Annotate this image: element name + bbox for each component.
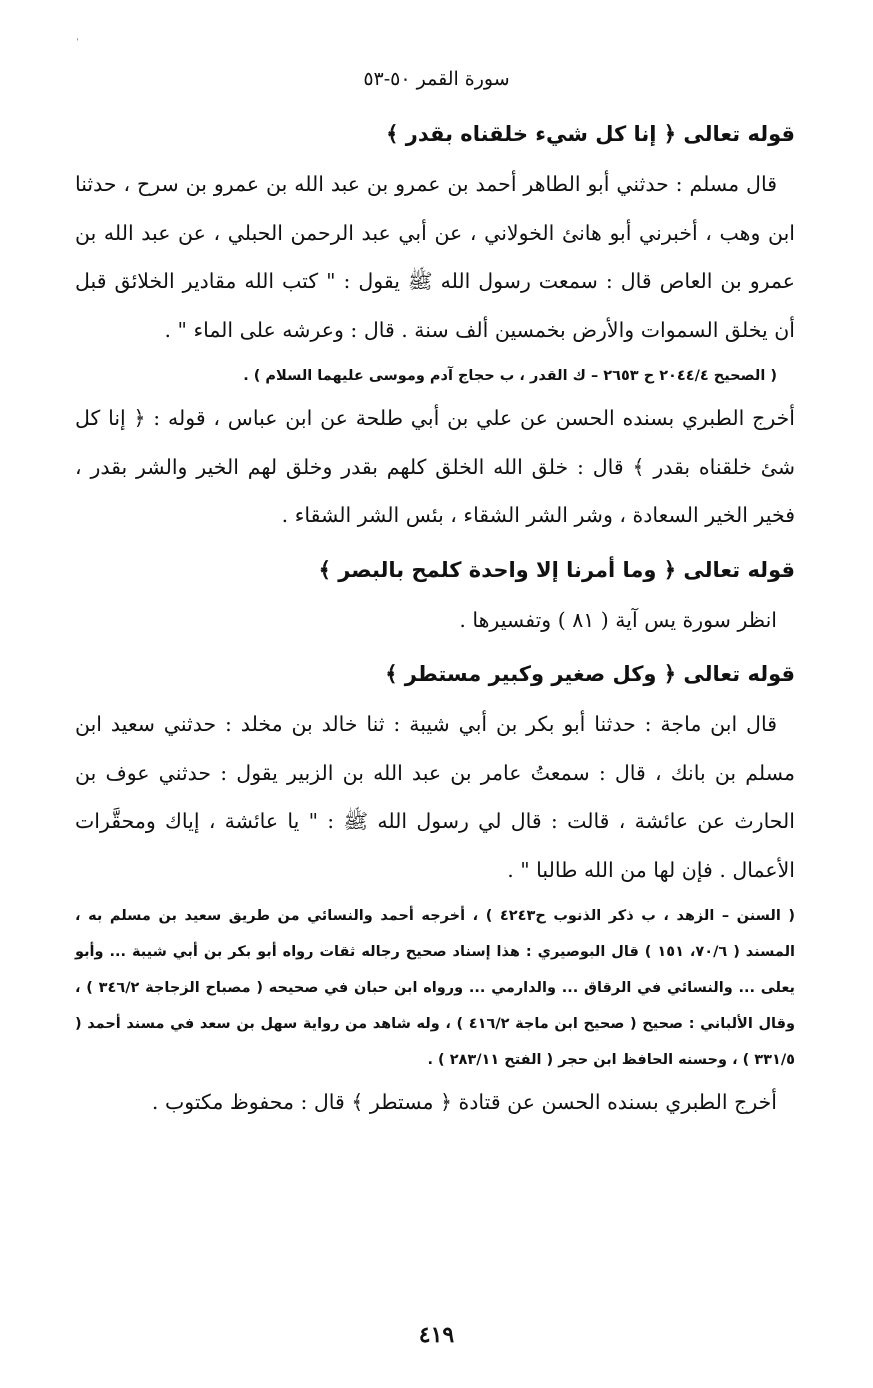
- tafsir-paragraph-2: أخرج الطبري بسنده الحسن عن قتادة ﴿ مستطر ﴾ قال : محفوظ مكتوب .: [151, 1090, 777, 1114]
- verse-heading-1: قوله تعالى ﴿ إنا كل شيء خلقناه بقدر ﴾: [386, 122, 795, 146]
- verse-heading-3: قوله تعالى ﴿ وكل صغير وكبير مستطر ﴾: [385, 662, 795, 686]
- verse-heading-2: قوله تعالى ﴿ وما أمرنا إلا واحدة كلمح بالبصر ﴾: [318, 557, 795, 582]
- hadith-paragraph-2: قال ابن ماجة : حدثنا أبو بكر بن أبي شيبة : ثنا خالد بن مخلد : حدثني سعيد ابن مسلم بن بانك ، قال : سمعتُ عامر بن عبد الله بن الزبير يقول : حدثني عوف بن الحارث عن عائشة ، قالت : قال لي رسول الله ﷺ : " يا عائشة ، إياك ومحقَّرات الأعمال . فإن لها من الله طالبا " .: [75, 712, 795, 882]
- citation-2: ( السنن – الزهد ، ب ذكر الذنوب ح٤٢٤٣ ) ، أخرجه أحمد والنسائي من طريق سعيد بن مسلم به ، المسند ( ٧٠/٦، ١٥١ ) قال البوصيري : هذا إسناد صحيح رجاله ثقات رواه أبو بكر بن أبي شيبة ... وأبو يعلى ... والنسائي في الرقاق ... والدارمي ... ورواه ابن حبان في صحيحه ( مصباح الزجاجة ٣٤٦/٢ ) ، وقال الألباني : صحيح ( صحيح ابن ماجة ٤١٦/٢ ) ، وله شاهد من رواية سهل بن سعد في مسند أحمد ( ٣٣١/٥ ) ، وحسنه الحافظ ابن حجر ( الفتح ٢٨٣/١١ ) .: [75, 908, 795, 1068]
- scan-speck: ˈ: [76, 38, 79, 49]
- tafsir-paragraph-1: أخرج الطبري بسنده الحسن عن علي بن أبي طلحة عن ابن عباس ، قوله : ﴿ إنا كل شئ خلقناه بقدر ﴾ قال : خلق الله الخلق كلهم بقدر وخلق لهم الخير والشر بقدر ، فخير الخير السعادة ، وشر الشر الشقاء ، بئس الشر الشقاء .: [75, 406, 795, 527]
- citation-1: ( الصحيح ٢٠٤٤/٤ ح ٢٦٥٣ – ك القدر ، ب حجاج آدم وموسى عليهما السلام ) .: [243, 368, 777, 384]
- hadith-paragraph-1: قال مسلم : حدثني أبو الطاهر أحمد بن عمرو بن عبد الله بن عمرو بن سرح ، حدثنا ابن وهب ، أخبرني أبو هانئ الخولاني ، عن أبي عبد الرحمن الحبلي ، عن عبد الله بن عمرو بن العاص قال : سمعت رسول الله ﷺ يقول : " كتب الله مقادير الخلائق قبل أن يخلق السموات والأرض بخمسين ألف سنة . قال : وعرشه على الماء " .: [75, 172, 795, 342]
- cross-reference-paragraph: انظر سورة يس آية ( ٨١ ) وتفسيرها .: [459, 607, 777, 632]
- page-number: ٤١٩: [418, 1322, 455, 1348]
- page-header: سورة القمر ٥٠-٥٣: [363, 68, 510, 90]
- page-body: [75, 104, 795, 1127]
